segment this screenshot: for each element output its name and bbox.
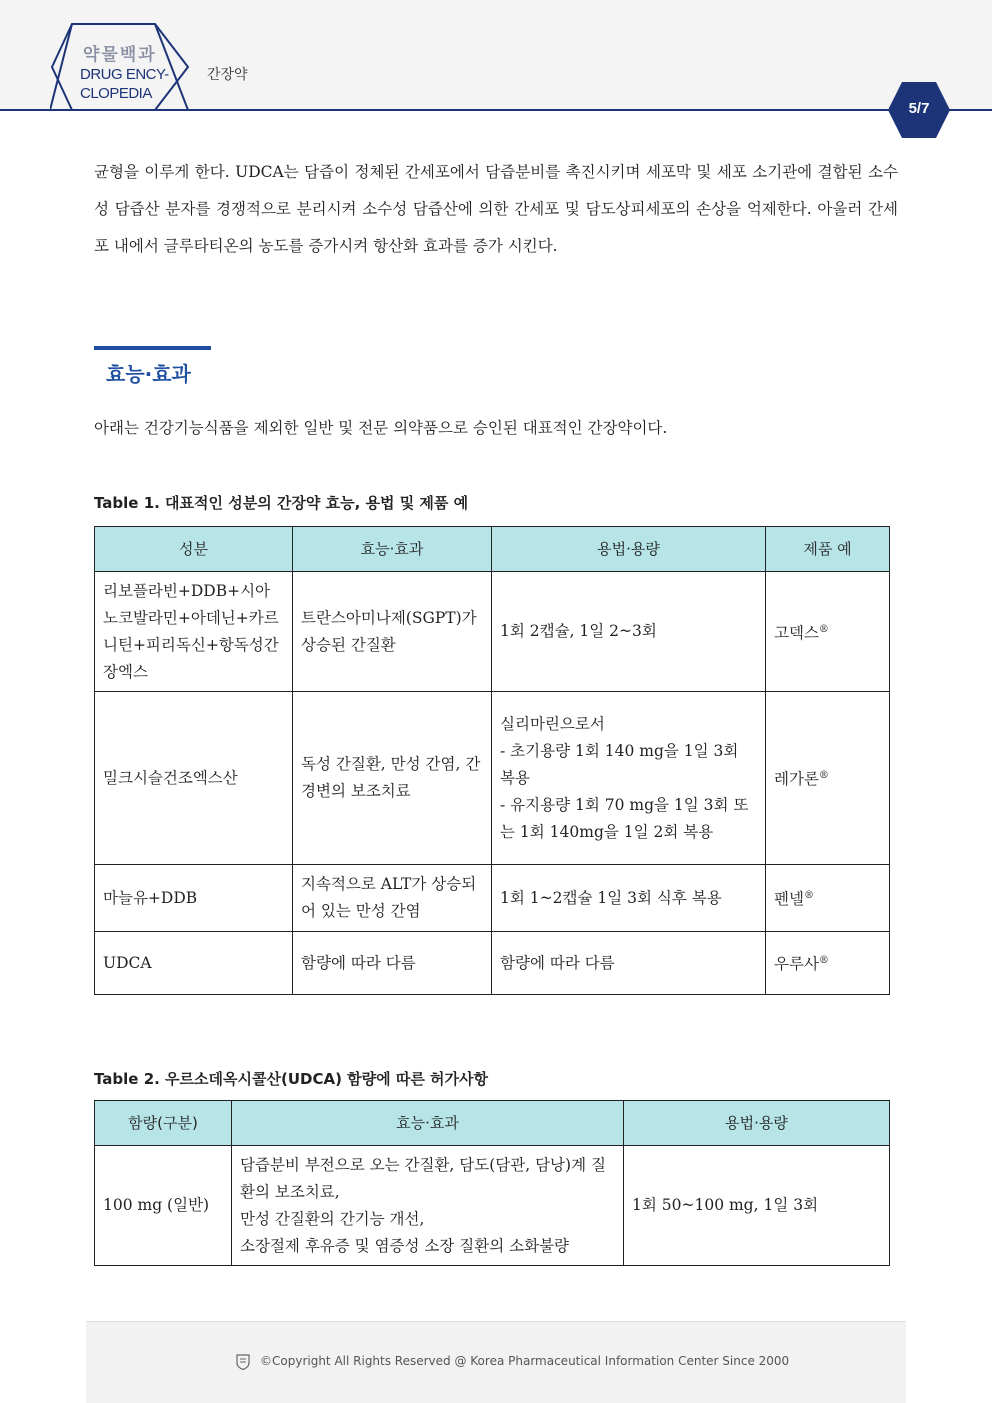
logo-korean: 약물백과 [83,45,157,64]
table2-header-row [95,1101,890,1146]
product-cell [766,572,890,692]
table-row [95,692,890,865]
table-row [95,1146,890,1266]
product-cell [766,932,890,995]
table-row [95,932,890,995]
ingredient-cell: 마늘유+DDB [95,865,293,932]
category-label: 간장약 [207,67,248,83]
table1-header-cell: 성분 [95,527,293,572]
dosage-cell: 실리마린으로서 - 초기용량 1회 140 mg을 1일 3회 복용 - 유지용량 1회 70 mg을 1일 3회 또는 1회 140mg을 1일 2회 복용 [492,692,766,865]
registered-mark: ® [803,890,814,902]
ingredient-cell: 리보플라빈+DDB+시아노코발라민+아데닌+카르니틴+피리독신+항독성간장엑스 [95,572,293,692]
intro-text: 아래는 건강기능식품을 제외한 일반 및 전문 의약품으로 승인된 대표적인 간장약이다. [94,419,668,437]
dosage-cell: 1회 1~2캡슐 1일 3회 식후 복용 [492,865,766,932]
effect-cell: 트란스아미나제(SGPT)가 상승된 간질환 [293,572,492,692]
page-indicator: 5/7 [908,100,930,117]
kpic-shield-icon [236,1354,250,1370]
product-name: 펜넬 [774,890,804,909]
header-divider [0,109,992,111]
effect-cell: 담즙분비 부전으로 오는 간질환, 담도(담관, 담낭)계 질환의 보조치료, 만성 간질환의 간기능 개선, 소장절제 후유증 및 염증성 소장 질환의 소화불량 [232,1146,624,1266]
product-cell [766,692,890,865]
effect-cell: 독성 간질환, 만성 간염, 간경변의 보조치료 [293,692,492,865]
copyright-text: ©Copyright All Rights Reserved @ Korea Pharmaceutical Information Center Since 2000 [260,1354,790,1368]
effect-cell: 함량에 따라 다름 [293,932,492,995]
table-row [95,572,890,692]
table1-header-row [95,527,890,572]
registered-mark: ® [818,955,829,967]
logo-english-line1: DRUG ENCY- [80,66,169,83]
table1-header-cell: 용법·용량 [492,527,766,572]
table1-header-cell: 효능·효과 [293,527,492,572]
product-cell [766,865,890,932]
effect-cell: 지속적으로 ALT가 상승되어 있는 만성 간염 [293,865,492,932]
ingredient-cell: UDCA [95,932,293,995]
registered-mark: ® [818,770,829,782]
body-paragraph: 균형을 이루게 한다. UDCA는 담즙이 정체된 간세포에서 담즙분비를 촉진시키며 세포막 및 세포 소기관에 결합된 소수성 담즙산 분자를 경쟁적으로 분리시켜 소수성 담즙산에 의한 간세포 및 담도상피세포의 손상을 억제한다. 아울러 간세포 내에서 글루타티온의 농도를 증가시켜 항산화 효과를 증가 시킨다. [94,163,898,255]
dosage-cell: 1회 50~100 mg, 1일 3회 [624,1146,890,1266]
table2 [94,1100,890,1266]
logo-english-line2: CLOPEDIA [80,85,152,102]
table2-header-cell: 용법·용량 [624,1101,890,1146]
table-row [95,865,890,932]
dosage-cell: 함량에 따라 다름 [492,932,766,995]
section-title: 효능·효과 [106,362,191,386]
registered-mark: ® [818,623,829,635]
dosage-cell: 1회 2캡슐, 1일 2~3회 [492,572,766,692]
table1 [94,526,890,995]
product-name: 레가론 [774,770,819,789]
table2-header-cell: 함량(구분) [95,1101,232,1146]
table2-caption: Table 2. 우르소데옥시콜산(UDCA) 함량에 따른 허가사항 [94,1070,489,1088]
table1-header-cell: 제품 예 [766,527,890,572]
ingredient-cell: 밀크시슬건조엑스산 [95,692,293,865]
logo[interactable] [80,40,180,103]
section-accent-bar [94,346,211,350]
table2-header-cell: 효능·효과 [232,1101,624,1146]
table1-caption: Table 1. 대표적인 성분의 간장약 효능, 용법 및 제품 예 [94,494,469,512]
amount-cell: 100 mg (일반) [95,1146,232,1266]
product-name: 우루사 [774,955,819,974]
product-name: 고덱스 [774,624,819,643]
